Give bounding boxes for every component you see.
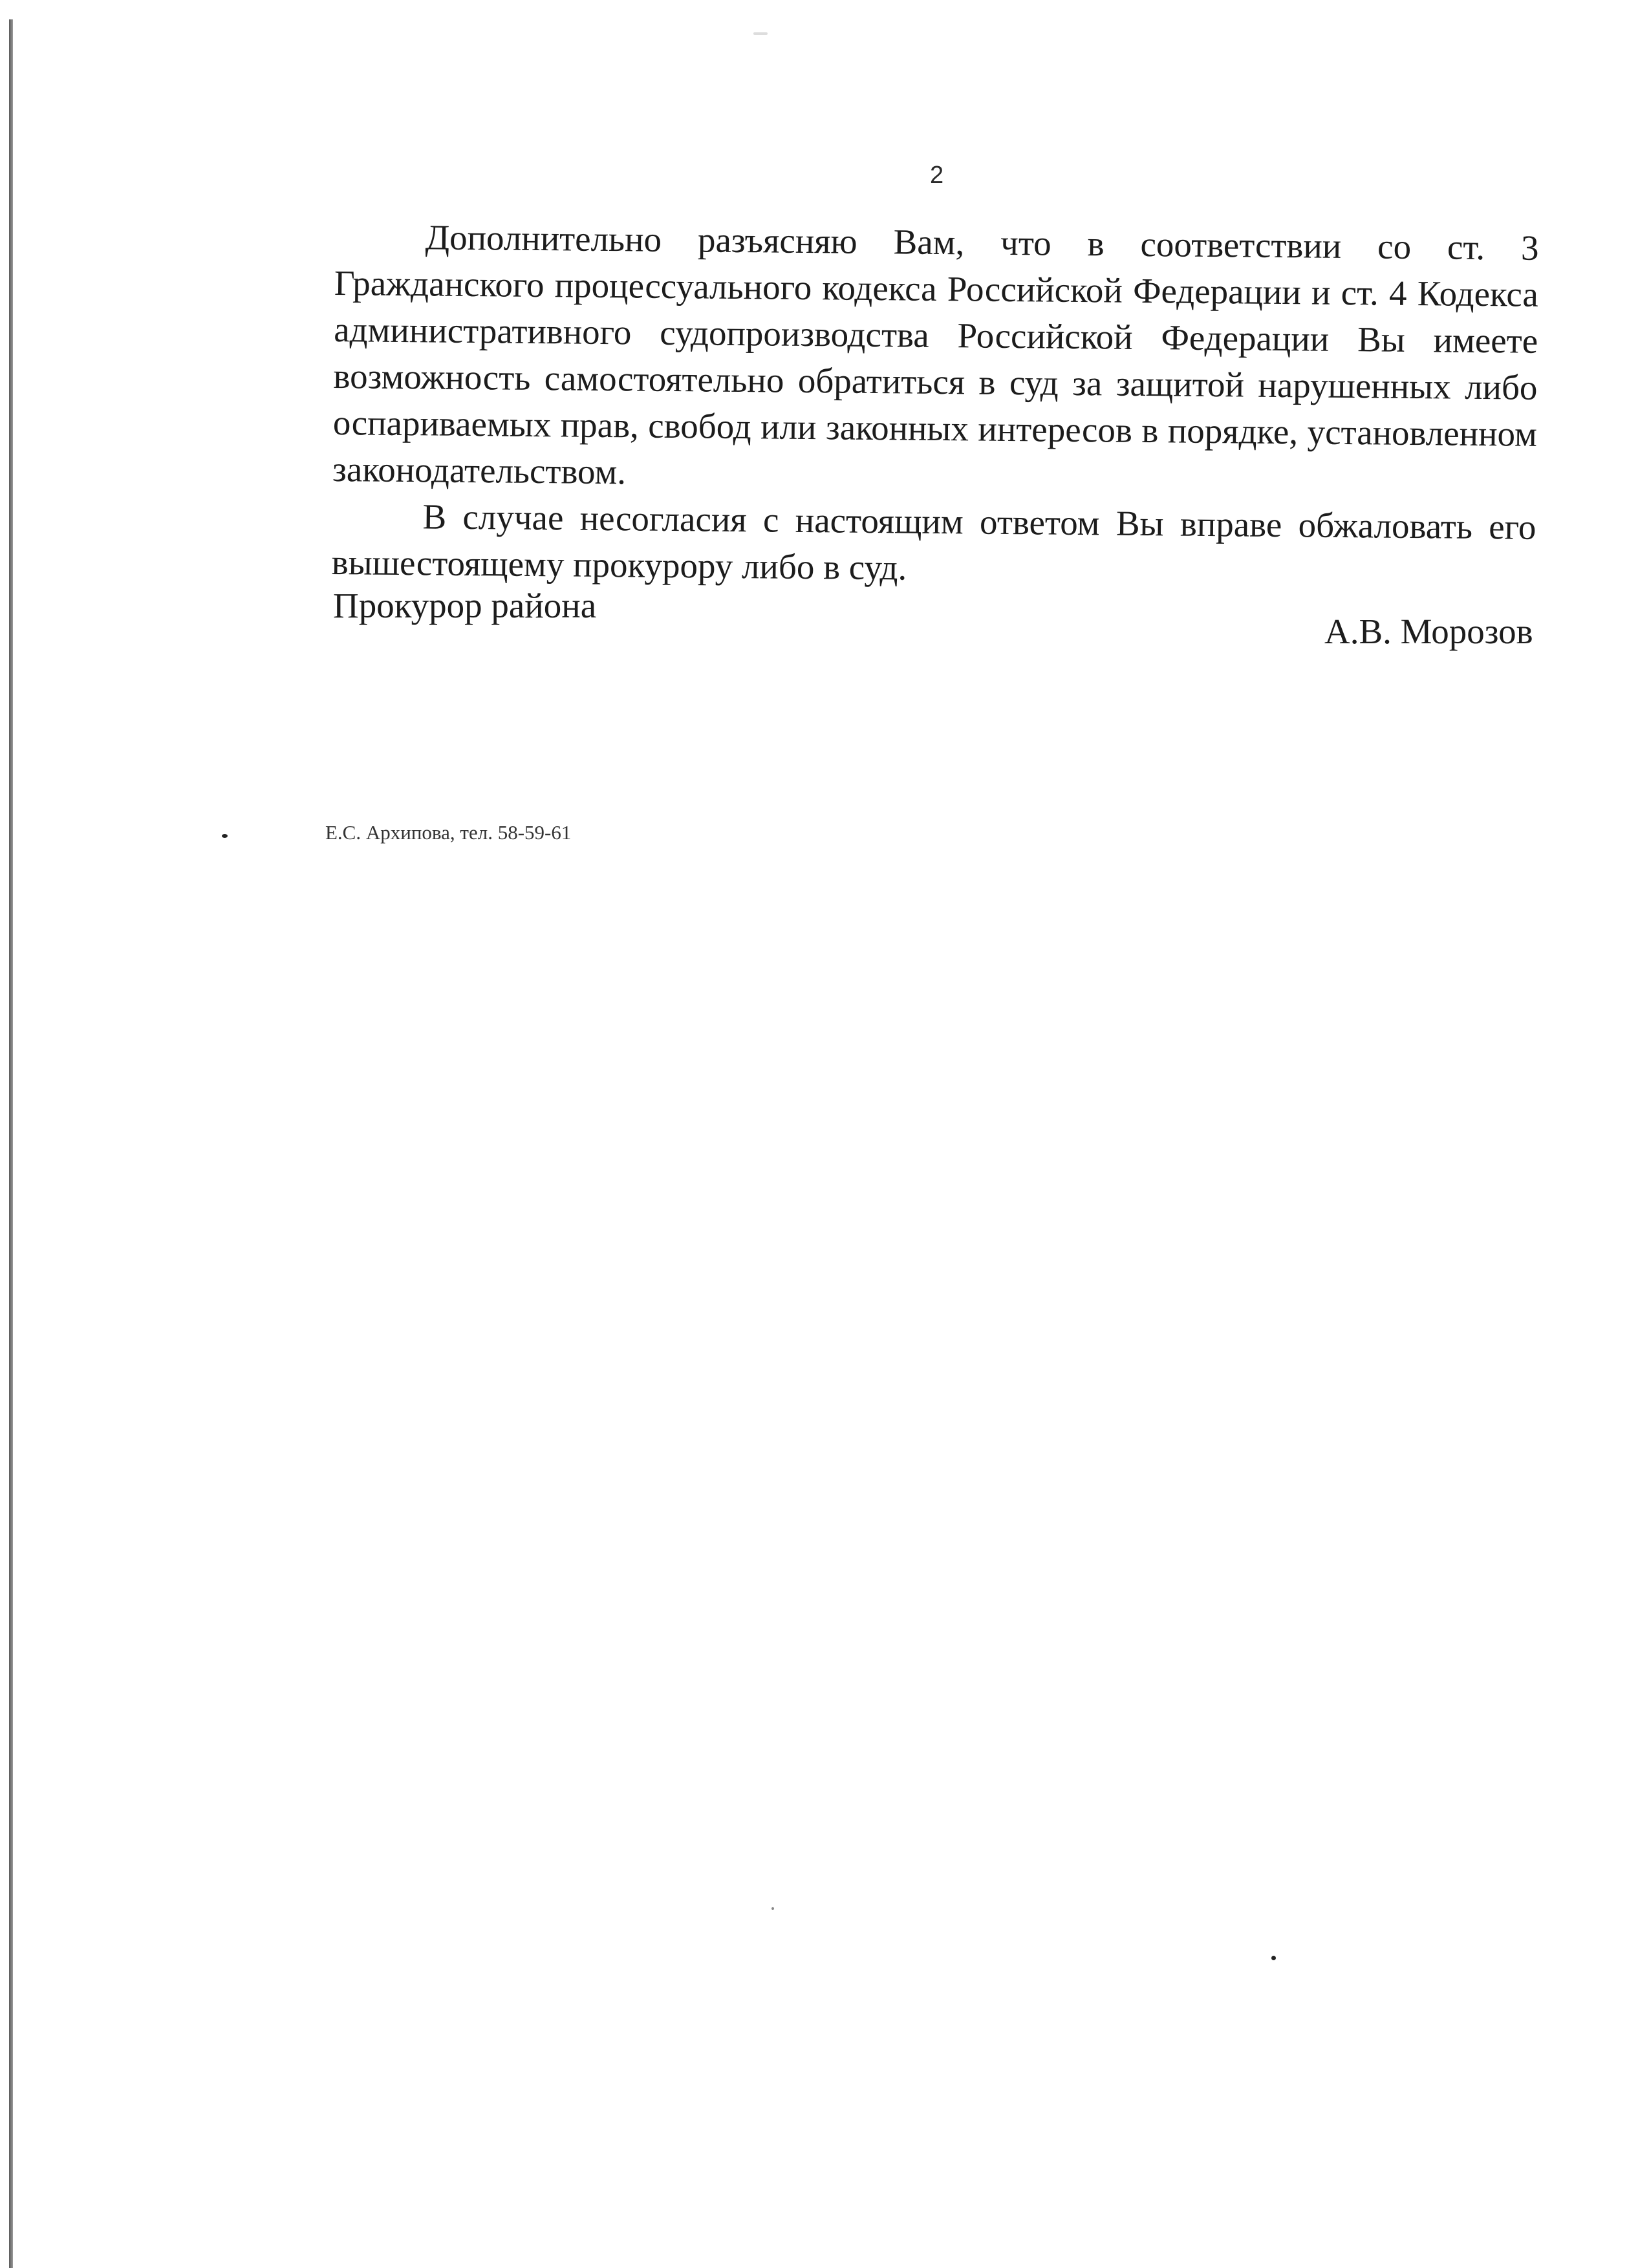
paragraph-explanation: Дополнительно разъясняю Вам, что в соответствии со ст. 3 Гражданского процессуального кодекса Российской Федерации и ст. 4 Кодекса административного судопроизводства Российской Федерации Вы имеете возможность самостоятельно обратиться в суд за защитой нарушенных либо оспариваемых прав, свобод или законных интересов в порядке, установленном законодательством. [332,217,1539,492]
signature-title: Прокурор района [333,586,597,625]
signature-name: А.В. Морозов [1324,612,1533,651]
scan-speck [1271,1956,1276,1960]
scan-edge-shadow [9,19,13,2268]
letter-body [331,213,1538,597]
scan-speck [771,1907,774,1910]
scan-speck [222,834,228,838]
scan-speck [753,32,768,35]
page-number: 2 [930,162,944,189]
executor-contact: Е.С. Архипова, тел. 58-59-61 [325,821,572,844]
paragraph-appeal-right: В случае несогласия с настоящим ответом Вы вправе обжаловать его вышестоящему прокурору либо в суд. [331,497,1536,588]
